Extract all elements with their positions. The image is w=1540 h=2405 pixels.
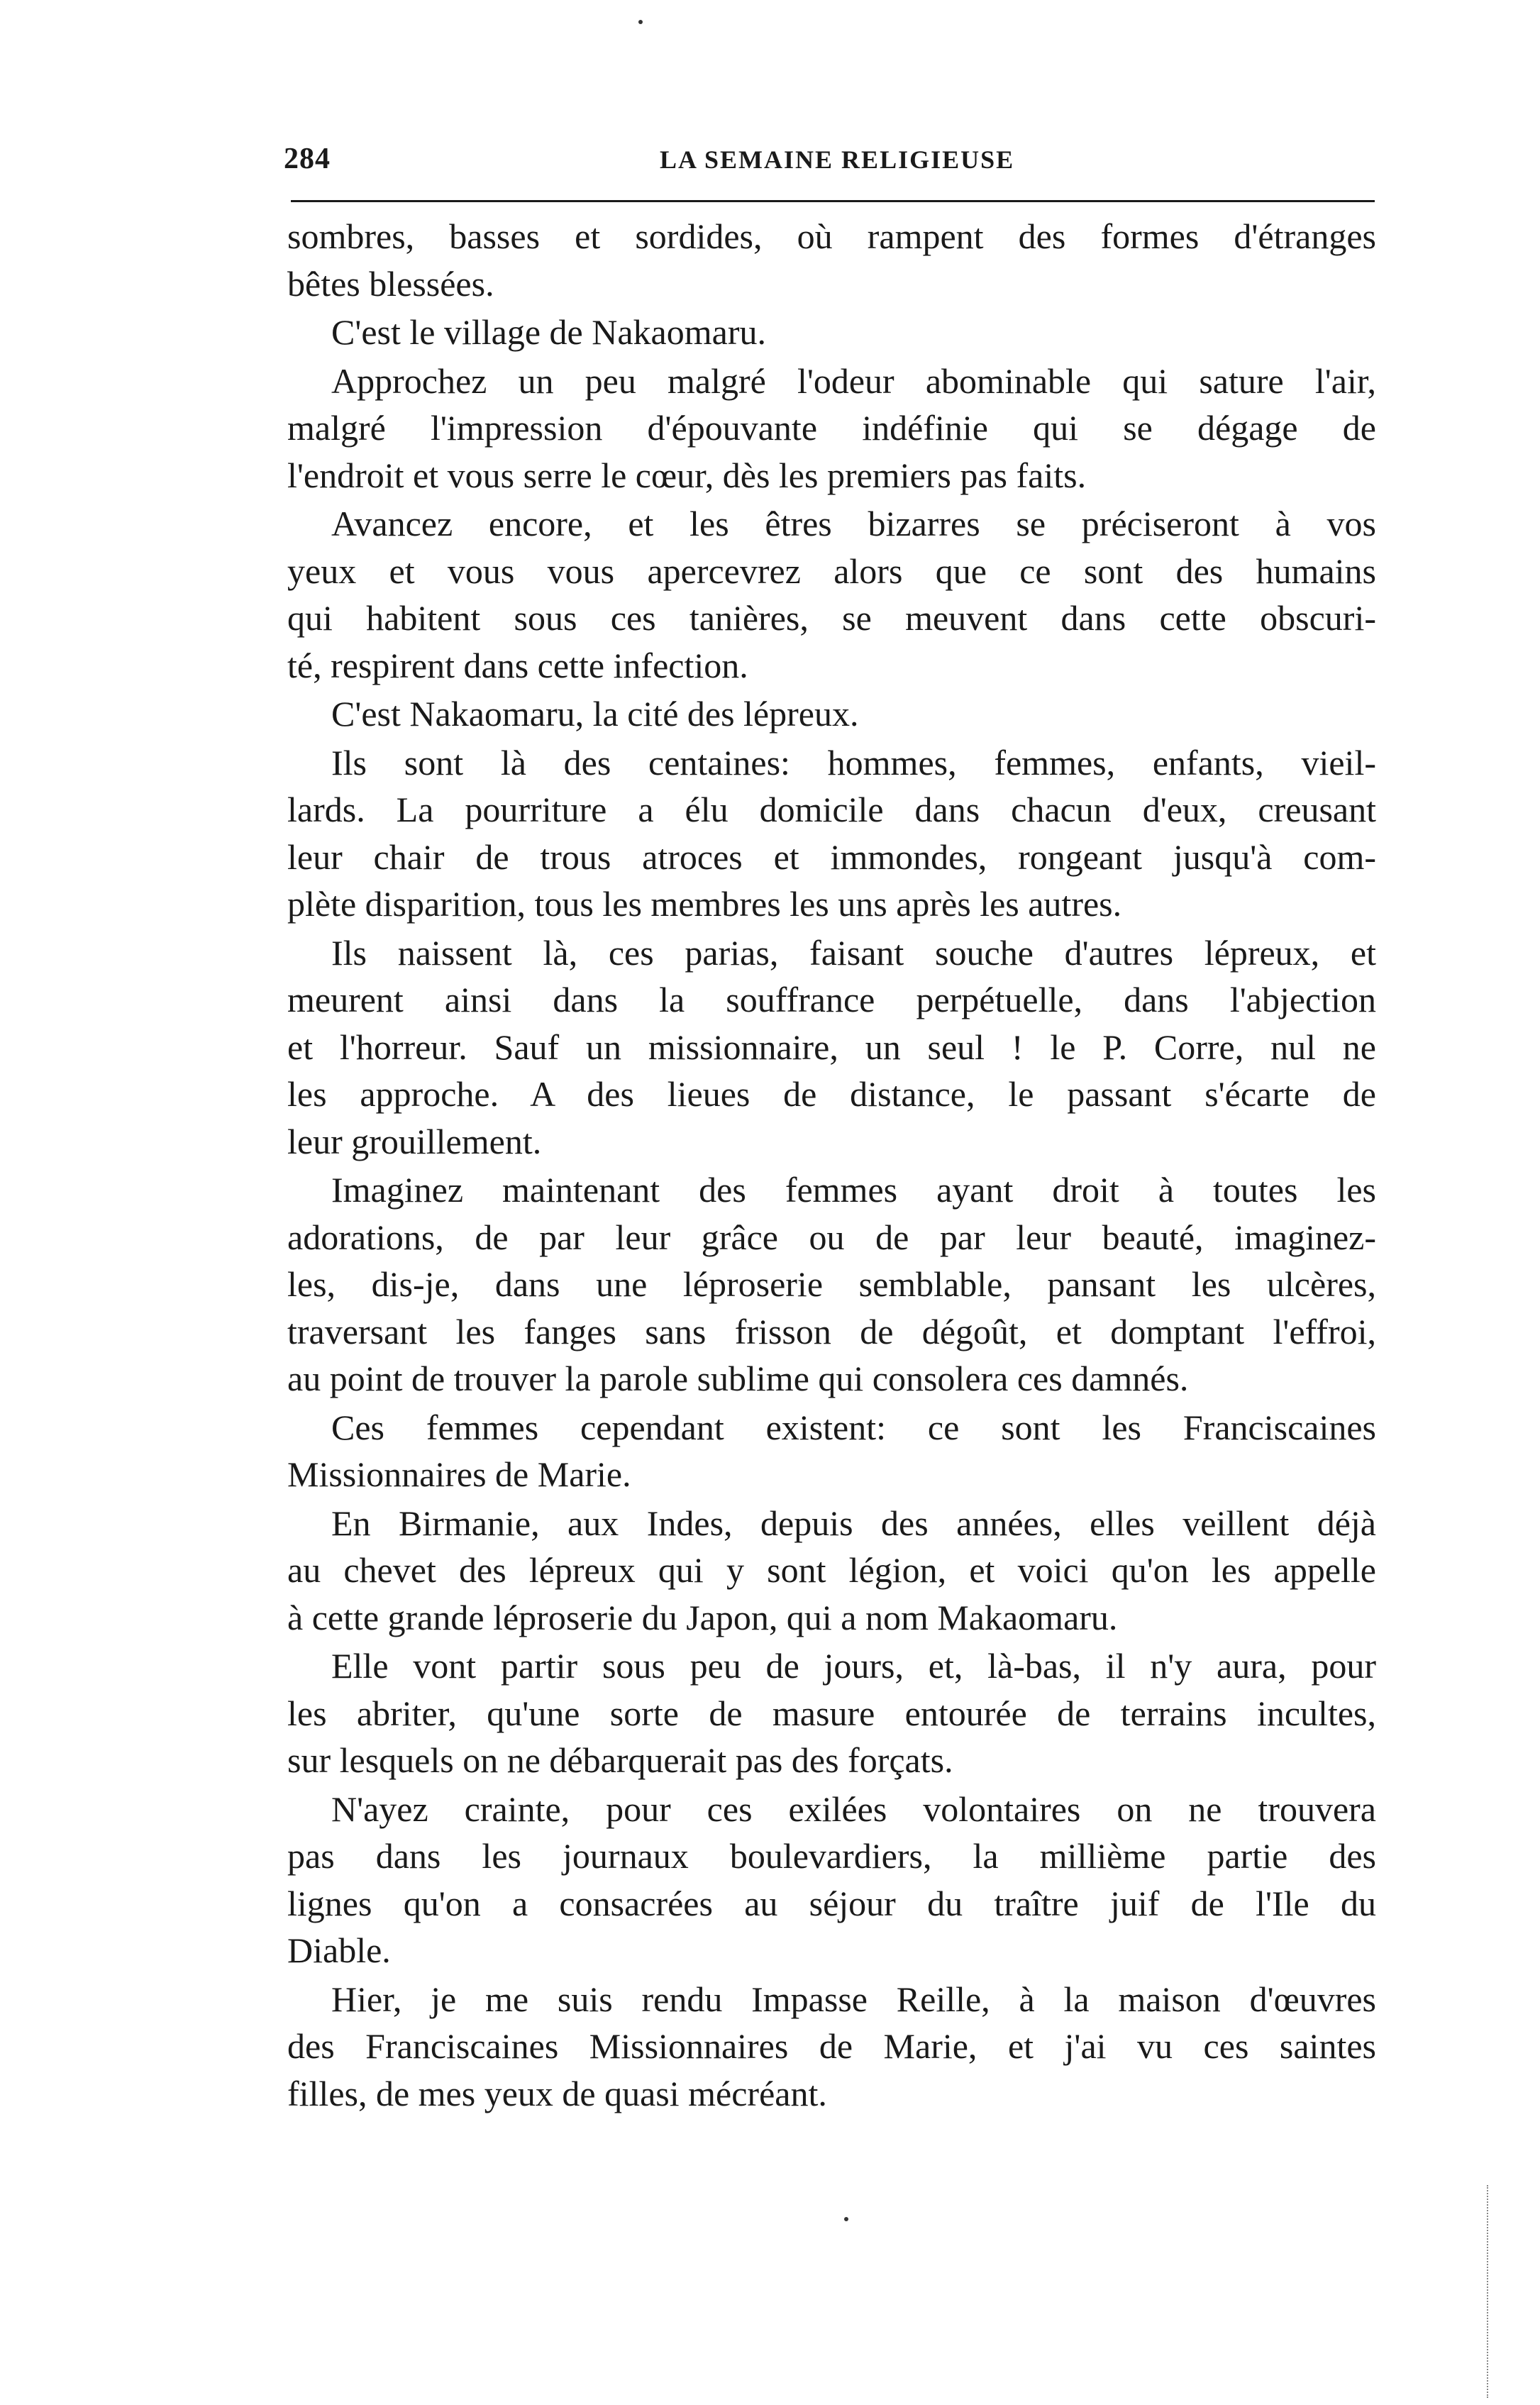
text-line: Ces femmes cependant existent: ce sont les Franciscaines <box>331 1407 1376 1447</box>
text-line: meurent ainsi dans la souffrance perpétuelle, dans l'abjection <box>287 980 1376 1019</box>
text-line: En Birmanie, aux Indes, depuis des années, elles veillent déjà <box>331 1503 1376 1543</box>
text-line: Elle vont partir sous peu de jours, et, là-bas, il n'y aura, pour <box>331 1646 1376 1686</box>
text-line: Approchez un peu malgré l'odeur abominable qui sature l'air, <box>331 360 1376 401</box>
text-line: yeux et vous vous apercevrez alors que ce sont des humains <box>287 551 1376 591</box>
scan-speck <box>844 2217 848 2221</box>
text-line: Diable. <box>287 1930 391 1970</box>
text-line: sur lesquels on ne débarquerait pas des forçats. <box>287 1740 953 1780</box>
text-line: les approche. A des lieues de distance, le passant s'écarte de <box>287 1074 1376 1114</box>
text-line: l'endroit et vous serre le cœur, dès les premiers pas faits. <box>287 455 1087 495</box>
text-line: Hier, je me suis rendu Impasse Reille, à la maison d'œuvres <box>331 1979 1376 2019</box>
text-line: Ils sont là des centaines: hommes, femmes, enfants, vieil- <box>331 742 1376 783</box>
text-line: les, dis-je, dans une léproserie semblable, pansant les ulcères, <box>287 1264 1376 1304</box>
text-line: filles, de mes yeux de quasi mécréant. <box>287 2073 827 2113</box>
text-line: C'est le village de Nakaomaru. <box>331 312 766 352</box>
text-line: au point de trouver la parole sublime qui consolera ces damnés. <box>287 1359 1189 1398</box>
text-line: té, respirent dans cette infection. <box>287 645 748 685</box>
text-line: N'ayez crainte, pour ces exilées volontaires on ne trouvera <box>331 1788 1376 1829</box>
text-line: Avancez encore, et les êtres bizarres se préciseront à vos <box>331 504 1376 543</box>
body-text <box>287 213 1376 2117</box>
text-line: Ils naissent là, ces parias, faisant souche d'autres lépreux, et <box>331 932 1376 973</box>
page-number: 284 <box>284 143 331 175</box>
text-line: des Franciscaines Missionnaires de Marie, et j'ai vu ces saintes <box>287 2026 1376 2066</box>
page-header <box>284 135 1376 192</box>
text-line: pas dans les journaux boulevardiers, la millième partie des <box>287 1836 1376 1876</box>
text-line: qui habitent sous ces tanières, se meuvent dans cette obscuri- <box>287 598 1376 638</box>
text-line: à cette grande léproserie du Japon, qui a nom Makaomaru. <box>287 1597 1118 1637</box>
text-line: les abriter, qu'une sorte de masure entourée de terrains incultes, <box>287 1693 1376 1733</box>
text-line: bêtes blessées. <box>287 263 494 304</box>
header-rule <box>291 200 1375 202</box>
text-line: lignes qu'on a consacrées au séjour du traître juif de l'Ile du <box>287 1883 1376 1923</box>
text-line: sombres, basses et sordides, où rampent des formes d'étranges <box>287 216 1376 256</box>
text-line: lards. La pourriture a élu domicile dans chacun d'eux, creusant <box>287 790 1376 829</box>
text-line: au chevet des lépreux qui y sont légion, et voici qu'on les appelle <box>287 1550 1376 1590</box>
text-line: C'est Nakaomaru, la cité des lépreux. <box>331 694 859 734</box>
text-line: leur grouillement. <box>287 1121 542 1161</box>
text-line: malgré l'impression d'épouvante indéfinie qui se dégage de <box>287 408 1376 448</box>
running-title: LA SEMAINE RELIGIEUSE <box>660 145 1015 174</box>
scan-speck <box>638 20 643 24</box>
text-line: Imaginez maintenant des femmes ayant droit à toutes les <box>331 1170 1376 1210</box>
scan-margin-artifact <box>1487 2185 1491 2398</box>
text-line: adorations, de par leur grâce ou de par leur beauté, imaginez- <box>287 1217 1376 1257</box>
text-line: et l'horreur. Sauf un missionnaire, un seul ! le P. Corre, nul ne <box>287 1027 1376 1067</box>
text-line: leur chair de trous atroces et immondes, rongeant jusqu'à com- <box>287 836 1376 877</box>
text-line: plète disparition, tous les membres les uns après les autres. <box>287 884 1122 924</box>
text-line: traversant les fanges sans frisson de dégoût, et domptant l'effroi, <box>287 1311 1376 1351</box>
text-line: Missionnaires de Marie. <box>287 1454 631 1494</box>
